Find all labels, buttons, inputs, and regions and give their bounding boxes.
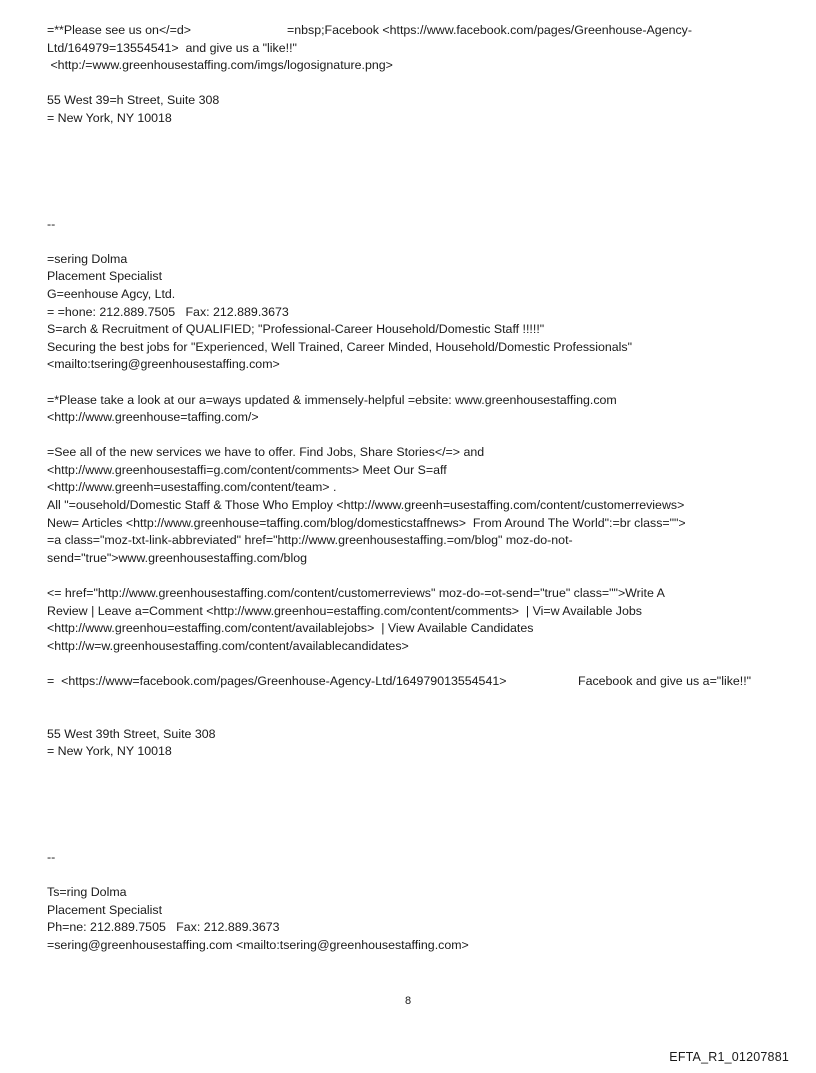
sig1-name: =sering Dolma bbox=[47, 251, 128, 266]
services-line-5: New= Articles <http://www.greenhouse=taffing.com/blog/domesticstaffnews> From Around The World":=br class=""> bbox=[47, 515, 686, 530]
top-line-1 bbox=[47, 22, 787, 40]
top-line-1-right: =nbsp;Facebook <https://www.facebook.com/pages/Greenhouse-Agency- bbox=[287, 23, 692, 37]
separator-2: -- bbox=[47, 849, 56, 864]
services-line-2: <http://www.greenhousestaffi=g.com/content/comments> Meet Our S=aff bbox=[47, 462, 447, 477]
facebook-line-right: Facebook and give us a="like!!" bbox=[578, 674, 752, 688]
top-address-1: 55 West 39=h Street, Suite 308 bbox=[47, 93, 220, 108]
address-line-1: 55 West 39th Street, Suite 308 bbox=[47, 726, 216, 741]
sig1-phone: = =hone: 212.889.7505 Fax: 212.889.3673 bbox=[47, 304, 289, 319]
sig1-tagline-2: Securing the best jobs for "Experienced, Well Trained, Career Minded, Household/Domestic Professionals" bbox=[47, 339, 633, 354]
address-line-2: = New York, NY 10018 bbox=[47, 744, 172, 759]
facebook-line bbox=[47, 673, 787, 691]
sig2-name: Ts=ring Dolma bbox=[47, 885, 127, 900]
services-line-3: <http://www.greenh=usestaffing.com/content/team> . bbox=[47, 480, 337, 495]
sig1-title: Placement Specialist bbox=[47, 269, 163, 284]
services-line-4: All "=ousehold/Domestic Staff & Those Who Employ <http://www.greenh=usestaffing.com/content/customerreviews> bbox=[47, 498, 685, 513]
top-line-2: Ltd/164979=13554541> and give us a "like!!" bbox=[47, 40, 297, 55]
sig2-email: =sering@greenhousestaffing.com <mailto:tsering@greenhousestaffing.com> bbox=[47, 937, 469, 952]
services-line-1: =See all of the new services we have to offer. Find Jobs, Share Stories</=> and bbox=[47, 445, 485, 460]
services-line-6: =a class="moz-txt-link-abbreviated" href="http://www.greenhousestaffing.=om/blog" moz-do-not- bbox=[47, 533, 573, 548]
review-line-4: <http://w=w.greenhousestaffing.com/content/availablecandidates> bbox=[47, 638, 409, 653]
sig1-mailto: <mailto:tsering@greenhousestaffing.com> bbox=[47, 357, 280, 372]
facebook-line-left: = <https://www=facebook.com/pages/Greenhouse-Agency-Ltd/164979013554541> bbox=[47, 674, 507, 688]
services-line-7: send="true">www.greenhousestaffing.com/blog bbox=[47, 550, 307, 565]
sig2-title: Placement Specialist bbox=[47, 902, 163, 917]
website-line-1: =*Please take a look at our a=ways updated & immensely-helpful =ebsite: www.greenhousestaffing.com bbox=[47, 392, 617, 407]
website-line-2: <http://www.greenhouse=taffing.com/> bbox=[47, 410, 259, 425]
review-line-1: <= href="http://www.greenhousestaffing.com/content/customerreviews" moz-do-=ot-send="true" class="">Write A bbox=[47, 586, 665, 601]
separator-1: -- bbox=[47, 216, 56, 231]
bates-number: EFTA_R1_01207881 bbox=[669, 1050, 789, 1064]
review-line-3: <http://www.greenhou=estaffing.com/content/availablejobs> | View Available Candidates bbox=[47, 621, 534, 636]
sig1-company: G=eenhouse Agcy, Ltd. bbox=[47, 286, 176, 301]
page-number: 8 bbox=[404, 995, 412, 1007]
top-address-2: = New York, NY 10018 bbox=[47, 110, 172, 125]
top-line-1-left: =**Please see us on</=d> bbox=[47, 23, 191, 37]
sig1-tagline-1: S=arch & Recruitment of QUALIFIED; "Professional-Career Household/Domestic Staff !!!!!" bbox=[47, 322, 545, 337]
top-line-3: <http:/=www.greenhousestaffing.com/imgs/logosignature.png> bbox=[47, 58, 393, 73]
document-body bbox=[47, 22, 787, 955]
review-line-2: Review | Leave a=Comment <http://www.greenhou=estaffing.com/content/comments> | Vi=w Available Jobs bbox=[47, 603, 642, 618]
sig2-phone: Ph=ne: 212.889.7505 Fax: 212.889.3673 bbox=[47, 920, 280, 935]
